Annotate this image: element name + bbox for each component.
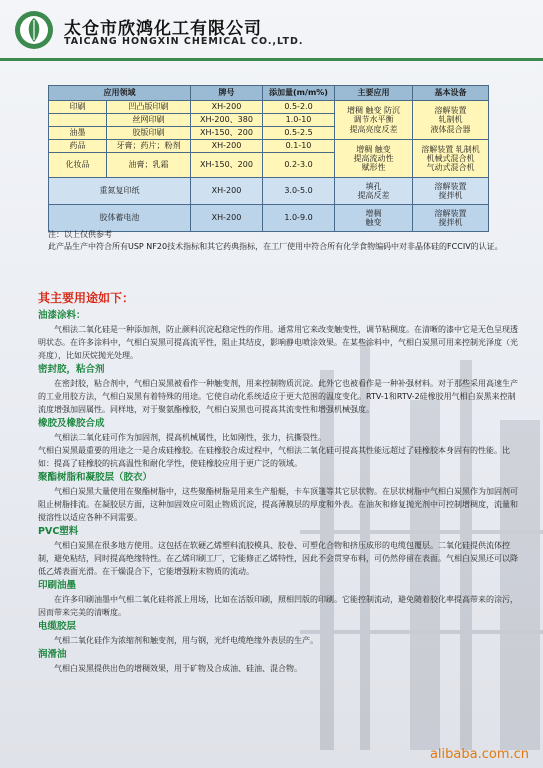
table-cell: 丝网印刷 bbox=[107, 114, 191, 127]
table-cell: 胶体蓄电池 bbox=[49, 205, 191, 232]
table-cell: 0.5-2.0 bbox=[263, 101, 335, 114]
header-divider bbox=[0, 58, 543, 61]
table-cell: 药品 bbox=[49, 140, 107, 153]
use-line: 赋形性 bbox=[361, 163, 386, 173]
table-header-row bbox=[49, 86, 489, 101]
table-cell: XH-200 bbox=[191, 205, 263, 232]
table-cell: 3.0-5.0 bbox=[263, 178, 335, 205]
table-cell: XH-150、200 bbox=[191, 153, 263, 178]
table-cell: 印刷 bbox=[49, 101, 107, 114]
table-row bbox=[49, 140, 489, 153]
table-row bbox=[49, 101, 489, 114]
paragraph-ink: 在许多印刷油墨中气相二氧化硅将派上用场，比如在活版印刷，照相凹版的印刷。它能控制流动，避免随着胶化率提高带来的涂污，因而带来完美的清晰度。 bbox=[38, 595, 518, 617]
section-heading-sealant: 密封胶，粘合剂 bbox=[38, 364, 105, 375]
equip-line: 溶解装置 bbox=[434, 208, 467, 218]
table-cell: 油墨 bbox=[49, 127, 107, 140]
table-cell: XH-200 bbox=[191, 178, 263, 205]
table-cell: 1.0-10 bbox=[263, 114, 335, 127]
equip-line: 机械式混合机 bbox=[426, 153, 475, 163]
equip-line: 搅拌机 bbox=[438, 191, 463, 200]
table-cell bbox=[413, 101, 489, 140]
equip-line: 搅拌机 bbox=[438, 218, 463, 227]
uses-body bbox=[38, 308, 523, 675]
table-row bbox=[49, 178, 489, 205]
table-cell: XH-200 bbox=[191, 101, 263, 114]
section-heading-ink: 印刷油墨 bbox=[38, 580, 77, 591]
watermark: alibaba.com.cn bbox=[429, 747, 529, 762]
table-cell: 牙膏；药片；粉剂 bbox=[107, 140, 191, 153]
section-heading-rubber: 橡胶及橡胶合成 bbox=[38, 418, 105, 429]
table-cell: 0.1-10 bbox=[263, 140, 335, 153]
paragraph-cable: 气相二氧化硅作为浓缩剂和触变剂，用与钢，光纤电缆绝缘外表层的生产。 bbox=[54, 636, 318, 645]
equip-line: 溶解装置 轧制机 bbox=[421, 144, 480, 154]
use-line: 填孔 bbox=[365, 181, 382, 191]
table-cell: XH-200 bbox=[191, 140, 263, 153]
table-cell bbox=[335, 101, 413, 140]
table-cell: 化妆品 bbox=[49, 153, 107, 178]
table-cell: XH-200、380 bbox=[191, 114, 263, 127]
col-header-grade: 牌号 bbox=[191, 86, 263, 101]
table-cell bbox=[335, 140, 413, 178]
paragraph-sealant: 在密封胶，粘合剂中，气相白炭黑被看作一种触变剂，用来控制物质沉淀。此外它也被看作是一种补强材料。对于那些采用高速生产的工业用胶方法，气相白炭黑有着特殊的用途。它使自动化系统适应于更大范围的温度变化。RTV-1和RTV-2硅橡胶用气相白炭黑来控制流度增强加固属性。同样地，对于聚氨酯橡胶，气相白炭黑也可提高其流变性和增强机械强度。 bbox=[38, 379, 518, 414]
table-cell bbox=[413, 178, 489, 205]
leaf-emblem-icon bbox=[14, 10, 54, 50]
use-line: 增稠 bbox=[365, 208, 382, 218]
col-header-amount: 添加量(m/m%) bbox=[263, 86, 335, 101]
certification-note: 此产品生产中符合所有USP NF20技术指标和其它药典指标，在工厂使用中符合所有化学食物编码中对非晶体硅的FCCIV的认证。 bbox=[48, 242, 503, 251]
equip-line: 溶解装置 bbox=[434, 106, 467, 116]
table-cell: 胶版印刷 bbox=[107, 127, 191, 140]
section-heading-pvc: PVC塑料 bbox=[38, 526, 79, 537]
use-line: 提高亮度反差 bbox=[349, 124, 398, 134]
section-heading-lubricant: 润滑油 bbox=[38, 649, 67, 660]
paragraph-rubber-2: 气相白炭黑最重要的用途之一是合成硅橡胶。在硅橡胶合成过程中，气相法二氧化硅可提高其性能远超过了硅橡胶本身固有的性能。比如：提高了硅橡胶的抗高温性和耐化学性，使硅橡胶应用于更广泛的领域。 bbox=[38, 446, 510, 468]
company-name-cn: 太仓市欣鸿化工有限公司 bbox=[64, 19, 262, 39]
section-heading-resin: 聚酯树脂和凝胶层（胶衣） bbox=[38, 472, 153, 483]
use-line: 提高反差 bbox=[357, 191, 390, 200]
table-cell bbox=[335, 178, 413, 205]
application-spec-table bbox=[48, 85, 489, 232]
table-footnote: 注：以上仅供参考 bbox=[48, 230, 112, 239]
paragraph-pvc: 气相白炭黑在很多地方使用。这包括在软硬乙烯塑料流胶模具、胶卷、可塑化合物和挤压成形的电缆包覆层。二氧化硅提供流体控制，避免粘结，同时提高绝缘特性。在乙烯印刷工厂，它能修正乙烯特性，因此不会贯穿布料，可仍然停留在表面。气相白炭黑还可以降低乙烯表面光滑。在干燥混合下，它能增强粉末物质的流动。 bbox=[38, 541, 518, 576]
paragraph-resin: 气相白炭黑大量使用在聚酯树脂中，这些聚酯树脂是用来生产船艇，卡车顶篷等其它层状物。在层状树脂中气相白炭黑作为加固剂可阻止树脂排流。在凝胶层方面，这种加固效应可阻止物质沉淀，提高薄膜层的厚度和外表。在油灰和修复抛光剂中可控制增稠度，流量和搅溶性以适应各种不同需要。 bbox=[38, 487, 518, 522]
use-line: 增稠 触变 bbox=[356, 144, 391, 154]
equip-line: 气动式混合机 bbox=[426, 163, 475, 173]
table-cell: 0.2-3.0 bbox=[263, 153, 335, 178]
table-cell: 0.5-2.5 bbox=[263, 127, 335, 140]
equip-line: 液体混合器 bbox=[430, 124, 471, 134]
section-heading-cable: 电缆胶层 bbox=[38, 621, 77, 632]
paragraph-lubricant: 气相白炭黑提供出色的增稠效果，用于矿物及合成油、硅油、混合物。 bbox=[54, 664, 302, 673]
use-line: 调节水平衡 bbox=[353, 115, 394, 125]
use-line: 触变 bbox=[365, 218, 382, 227]
table-cell: 油膏；乳霜 bbox=[107, 153, 191, 178]
table-cell bbox=[335, 205, 413, 232]
use-line: 提高流动性 bbox=[353, 153, 394, 163]
paragraph-rubber-1: 气相法二氧化硅可作为加固剂，提高机械属性，比如刚性，张力，抗撕裂性。 bbox=[54, 433, 326, 442]
table-cell: 凹凸版印刷 bbox=[107, 101, 191, 114]
equip-line: 轧制机 bbox=[438, 115, 463, 125]
section-heading-coatings: 油漆涂料： bbox=[38, 310, 86, 321]
table-cell bbox=[413, 205, 489, 232]
equip-line: 溶解装置 bbox=[434, 181, 467, 191]
col-header-equipment: 基本设备 bbox=[413, 86, 489, 101]
letterhead bbox=[0, 0, 543, 60]
table-cell: XH-150、200 bbox=[191, 127, 263, 140]
paragraph-coatings: 气相法二氧化硅是一种添加剂，防止颜料沉淀起稳定性的作用。通常用它来改变触变性，调节粘稠度。在清晰的漆中它是无色呈现透明状态。在许多涂料中，气相白炭黑可提高流平性，阻止其结皮，影响静电喷涂效果。在某些涂料中，气相白炭黑可用来控制光泽度（光亮度），比如厌烷抛光处理。 bbox=[38, 325, 518, 360]
col-header-use: 主要应用 bbox=[335, 86, 413, 101]
table-cell: 1.0-9.0 bbox=[263, 205, 335, 232]
col-header-field: 应用领域 bbox=[49, 86, 191, 101]
table-cell: 重氮复印纸 bbox=[49, 178, 191, 205]
table-row bbox=[49, 205, 489, 232]
company-name-en: TAICANG HONGXIN CHEMICAL CO.,LTD. bbox=[64, 36, 304, 47]
main-uses-title: 其主要用途如下： bbox=[38, 291, 135, 305]
use-line: 增稠 触变 防沉 bbox=[346, 106, 401, 116]
table-cell bbox=[413, 140, 489, 178]
table-cell bbox=[49, 114, 107, 127]
